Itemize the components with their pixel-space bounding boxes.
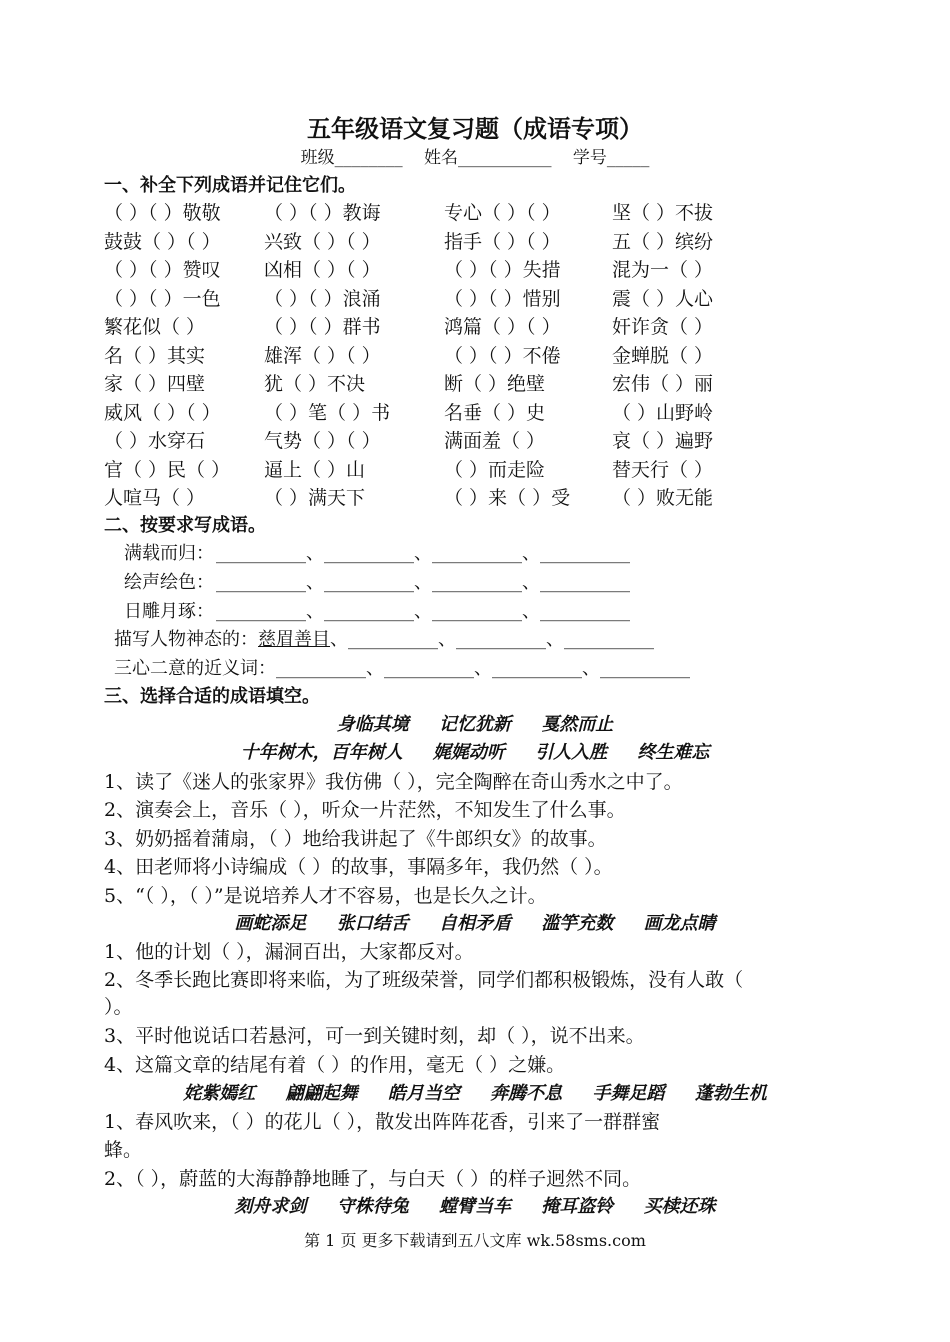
describe-item — [114, 626, 654, 654]
idiom-blank-item[interactable]: 官（ ）民（ ） — [104, 458, 231, 481]
word-bank-item: 终生难忘 — [637, 742, 710, 763]
word-bank-item: 记忆犹新 — [439, 714, 511, 735]
idiom-blank-item[interactable]: 凶相（ ）（ ） — [264, 259, 381, 281]
word-bank-1a — [0, 711, 950, 739]
idiom-blank-item[interactable]: 坚（ ）不拔 — [612, 202, 714, 224]
req-item-1 — [124, 540, 630, 568]
idiom-blank-item[interactable]: （ ）满天下 — [264, 487, 366, 509]
word-bank-item: 画龙点睛 — [643, 913, 716, 934]
word-bank-item: 奔腾不息 — [490, 1083, 563, 1104]
word-bank-item: 张口结舌 — [336, 913, 409, 934]
idiom-blank-item[interactable]: （ ）（ ）惜别 — [444, 287, 561, 310]
word-bank-item: 守株待兔 — [336, 1196, 409, 1217]
question: 1、读了《迷人的张家界》我仿佛（ ），完全陶醉在奇山秀水之中了。 — [104, 771, 683, 793]
idiom-blank-item[interactable]: 威风（ ）（ ） — [104, 401, 221, 424]
idiom-blank-item[interactable]: 满面羞（ ） — [444, 430, 546, 452]
idiom-blank-item[interactable]: 鸿篇（ ）（ ） — [444, 316, 561, 338]
word-bank-item: 掩耳盗铃 — [541, 1196, 614, 1217]
idiom-blank-item[interactable]: 替天行（ ） — [612, 458, 714, 481]
student-info — [0, 146, 950, 170]
question: 5、“（ ），（ ）”是说培养人才不容易，也是长久之计。 — [104, 885, 547, 907]
question: 2、（ ），蔚蓝的大海静静地睡了，与白天（ ）的样子迥然不同。 — [104, 1168, 642, 1190]
idiom-blank-item[interactable]: （ ）（ ）赞叹 — [104, 259, 221, 281]
idiom-blank-item[interactable]: 奸诈贪（ ） — [612, 316, 714, 338]
class-field[interactable]: 班级________ — [300, 148, 403, 168]
describe-blanks[interactable]: 、__________、__________、__________ — [330, 629, 654, 650]
idiom-blank-item[interactable]: 兴致（ ）（ ） — [264, 230, 381, 253]
req-blanks[interactable]: __________、__________、__________、__________ — [216, 543, 630, 564]
req-label: 满载而归： — [124, 543, 214, 564]
idiom-blank-item[interactable]: （ ）山野岭 — [612, 401, 714, 424]
idiom-blank-item[interactable]: （ ）笔（ ）书 — [264, 401, 391, 424]
question: 蜂。 — [104, 1139, 143, 1161]
question: 4、这篇文章的结尾有着（ ）的作用，毫无（ ）之嫌。 — [104, 1054, 566, 1076]
describe-label: 描写人物神态的： — [114, 629, 258, 650]
req-label: 绘声绘色： — [124, 572, 214, 593]
word-bank-item: 滥竽充数 — [541, 913, 614, 934]
question: 3、平时他说话口若悬河，可一到关键时刻，却（ ），说不出来。 — [104, 1025, 645, 1047]
word-bank-item: 螳臂当车 — [439, 1196, 511, 1217]
idiom-blank-item[interactable]: （ ）而走险 — [444, 458, 546, 481]
question: 1、他的计划（ ），漏洞百出，大家都反对。 — [104, 941, 474, 963]
question: 2、冬季长跑比赛即将来临，为了班级荣誉，同学们都积极锻炼，没有人敢（ — [104, 969, 744, 991]
req-item-3 — [124, 598, 630, 626]
idiom-blank-item[interactable]: 逼上（ ）山 — [264, 458, 366, 481]
section2-heading: 二、按要求写成语。 — [104, 515, 266, 536]
idiom-blank-item[interactable]: （ ）（ ）浪涌 — [264, 287, 381, 310]
word-bank-item: 买椟还珠 — [643, 1196, 716, 1217]
idiom-blank-item[interactable]: 混为一（ ） — [612, 259, 714, 281]
idiom-blank-item[interactable]: 金蝉脱（ ） — [612, 344, 714, 367]
idiom-blank-item[interactable]: （ ）（ ）群书 — [264, 316, 381, 338]
req-blanks[interactable]: __________、__________、__________、__________ — [216, 572, 630, 593]
word-bank-3 — [0, 1080, 950, 1108]
word-bank-item: 姹紫嫣红 — [183, 1083, 256, 1104]
question: 4、田老师将小诗编成（ ）的故事，事隔多年，我仍然（ ）。 — [104, 856, 613, 878]
synonym-blanks[interactable]: __________、__________、__________、__________ — [276, 658, 690, 679]
idiom-blank-item[interactable]: 雄浑（ ）（ ） — [264, 344, 381, 367]
idiom-blank-item[interactable]: （ ）（ ）教诲 — [264, 202, 381, 224]
synonym-item — [114, 655, 690, 683]
idiom-blank-item[interactable]: 鼓鼓（ ）（ ） — [104, 230, 221, 253]
idiom-blank-item[interactable]: 哀（ ）遍野 — [612, 430, 714, 452]
idiom-blank-item[interactable]: 人喧马（ ） — [104, 487, 206, 509]
idiom-blank-item[interactable]: 家（ ）四壁 — [104, 373, 206, 395]
describe-example: 慈眉善目 — [258, 629, 330, 650]
synonym-label: 三心二意的近义词： — [114, 658, 276, 679]
word-bank-item: 十年树木，百年树人 — [240, 742, 403, 763]
idiom-blank-item[interactable]: （ ）（ ）一色 — [104, 287, 221, 310]
word-bank-item: 蓬勃生机 — [694, 1083, 767, 1104]
req-label: 日雕月琢： — [124, 601, 214, 622]
req-item-2 — [124, 569, 630, 597]
word-bank-item: 娓娓动听 — [432, 742, 505, 763]
idiom-blank-item[interactable]: 专心（ ）（ ） — [444, 202, 561, 224]
word-bank-item: 身临其境 — [336, 714, 409, 735]
idiom-blank-item[interactable]: （ ）来（ ）受 — [444, 487, 571, 509]
idiom-blank-item[interactable]: 繁花似（ ） — [104, 316, 206, 338]
question: ）。 — [104, 996, 133, 1018]
idiom-blank-item[interactable]: （ ）水穿石 — [104, 430, 206, 452]
idiom-blank-item[interactable]: 五（ ）缤纷 — [612, 230, 714, 253]
word-bank-item: 戛然而止 — [541, 714, 614, 735]
word-bank-item: 手舞足蹈 — [592, 1083, 665, 1104]
idiom-blank-item[interactable]: 断（ ）绝壁 — [444, 373, 546, 395]
idiom-blank-item[interactable]: （ ）（ ）不倦 — [444, 344, 561, 367]
idiom-blank-item[interactable]: 宏伟（ ）丽 — [612, 373, 714, 395]
question: 2、演奏会上，音乐（ ），听众一片茫然，不知发生了什么事。 — [104, 799, 626, 821]
word-bank-1b — [0, 739, 950, 767]
name-field[interactable]: 姓名___________ — [424, 148, 552, 168]
idiom-blank-item[interactable]: （ ）（ ）敬敬 — [104, 202, 221, 224]
page-title: 五年级语文复习题（成语专项） — [307, 114, 643, 143]
question: 3、奶奶摇着蒲扇，（ ）地给我讲起了《牛郎织女》的故事。 — [104, 828, 607, 850]
word-bank-item: 画蛇添足 — [234, 913, 307, 934]
word-bank-4 — [0, 1193, 950, 1221]
idiom-blank-item[interactable]: 气势（ ）（ ） — [264, 430, 381, 452]
number-field[interactable]: 学号_____ — [572, 148, 650, 168]
idiom-blank-item[interactable]: 震（ ）人心 — [612, 287, 714, 310]
word-bank-item: 刻舟求剑 — [234, 1196, 307, 1217]
idiom-blank-item[interactable]: 指手（ ）（ ） — [444, 230, 561, 253]
page-footer: 第 1 页 更多下载请到五八文库 wk.58sms.com — [304, 1231, 646, 1250]
word-bank-item: 自相矛盾 — [439, 913, 511, 934]
section3-heading: 三、选择合适的成语填空。 — [104, 686, 320, 707]
idiom-blank-item[interactable]: 名（ ）其实 — [104, 344, 206, 367]
word-bank-item: 翩翩起舞 — [285, 1083, 358, 1104]
idiom-blank-item[interactable]: 名垂（ ）史 — [444, 401, 546, 424]
req-blanks[interactable]: __________、__________、__________、__________ — [216, 601, 630, 622]
question: 1、春风吹来，（ ）的花儿（ ），散发出阵阵花香，引来了一群群蜜 — [104, 1111, 661, 1133]
word-bank-2 — [0, 910, 950, 938]
idiom-blank-item[interactable]: （ ）败无能 — [612, 487, 714, 509]
idiom-blank-item[interactable]: 犹（ ）不决 — [264, 373, 366, 395]
section1-heading: 一、补全下列成语并记住它们。 — [104, 175, 356, 196]
word-bank-item: 引人入胜 — [535, 742, 608, 763]
word-bank-item: 皓月当空 — [387, 1083, 460, 1104]
idiom-blank-item[interactable]: （ ）（ ）失措 — [444, 259, 561, 281]
